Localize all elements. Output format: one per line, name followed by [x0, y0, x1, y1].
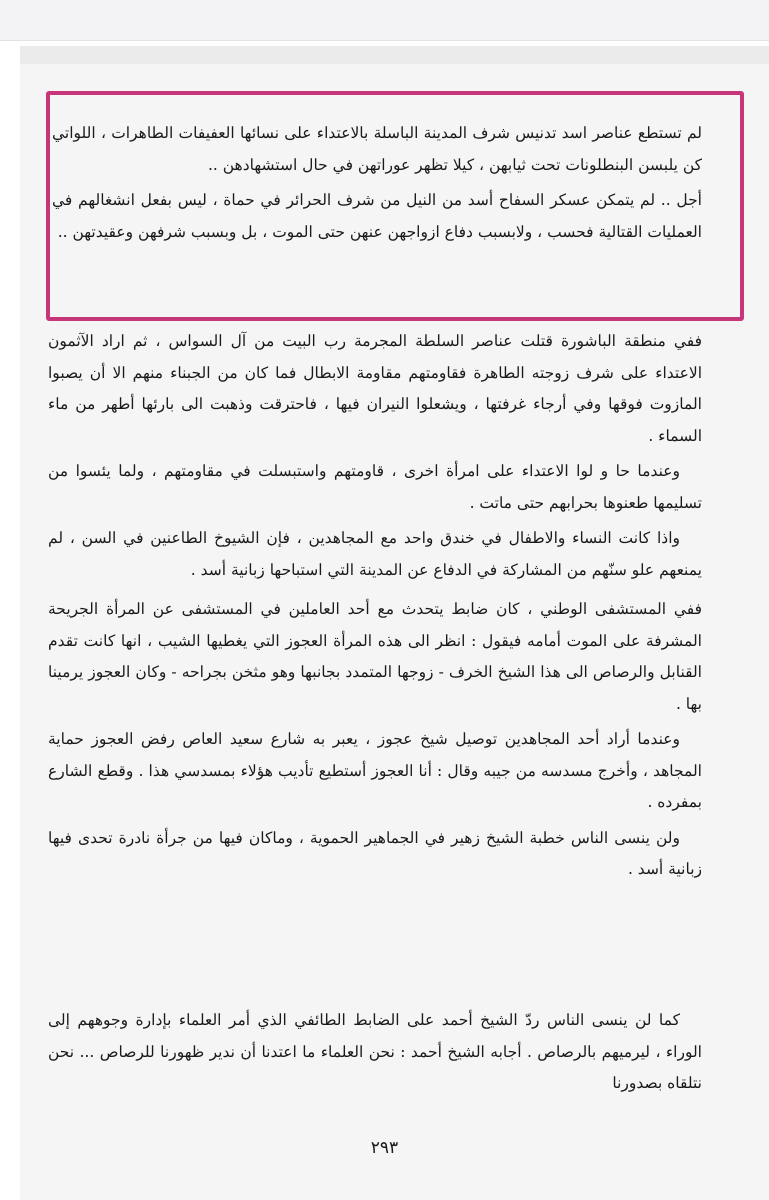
viewer-top-bar [0, 0, 769, 41]
body-paragraph: ففي المستشفى الوطني ، كان ضابط يتحدث مع أحد العاملين في المستشفى عن المرأة الجريحة المشرفة على الموت أمامه فيقول : انظر الى هذه المرأة العجوز التي يغطيها الشيب ، انها كانت تقدم القنابل والرصاص الى هذا الشيخ الخرف - زوجها المتمدد بجانبها وهو مثخن بجراحه - وكان العجوز يرمينا بها . [48, 600, 702, 713]
body-paragraph: واذا كانت النساء والاطفال في خندق واحد مع المجاهدين ، فإن الشيوخ الطاعنين في السن ، لم يمنعهم علو سنّهم من المشاركة في الدفاع عن المدينة التي استباحها زبانية أسد . [48, 529, 702, 579]
body-paragraph: وعندما حا و لوا الاعتداء على امرأة اخرى ، قاومتهم واستبسلت في مقاومتهم ، ولما يئسوا من تسليمها طعنوها بحرابهم حتى ماتت . [48, 462, 702, 512]
body-text-block [48, 326, 702, 890]
body-paragraph: ففي منطقة الباشورة قتلت عناصر السلطة المجرمة رب البيت من آل السواس ، ثم اراد الآثمون الاعتداء على شرف زوجته الطاهرة فقاومتهم مقاومة الابطال فما كان من الجبناء منهم الا أن يصبوا المازوت فوقها وفي أرجاء غرفتها ، ويشعلوا النيران فيها ، فاحترقت وذهبت الى بارئها أطهر من ماء السماء . [48, 332, 702, 445]
highlighted-paragraph-1: لم تستطع عناصر اسد تدنيس شرف المدينة الباسلة بالاعتداء على نسائها العفيفات الطاهرات ، اللواتي كن يلبسن البنطلونات تحت ثيابهن ، كيلا تظهر عوراتهن في حال استشهادهن .. [52, 124, 702, 174]
highlighted-text-block [52, 118, 702, 252]
page-number: ٢٩٣ [370, 1138, 399, 1158]
final-text-block [48, 1005, 702, 1104]
body-paragraph: ولن ينسى الناس خطبة الشيخ زهير في الجماهير الحموية ، وماكان فيها من جرأة نادرة تحدى فيها زبانية أسد . [48, 828, 702, 878]
body-paragraph: وعندما أراد أحد المجاهدين توصيل شيخ عجوز ، يعبر به شارع سعيد العاص رفض العجوز حماية المجاهد ، وأخرج مسدسه من جيبه وقال : أنا العجوز أستطيع تأديب هؤلاء بمسدسي هذا . وقطع الشارع بمفرده . [48, 730, 702, 811]
final-paragraph: كما لن ينسى الناس ردّ الشيخ أحمد على الضابط الطائفي الذي أمر العلماء بإدارة وجوههم إلى الوراء ، ليرميهم بالرصاص . أجابه الشيخ أحمد : نحن العلماء ما اعتدنا أن ندير ظهورنا للرصاص ... نحن نتلقاه بصدورنا [48, 1011, 702, 1092]
highlighted-paragraph-2: أجل .. لم يتمكن عسكر السفاح أسد من النيل من شرف الحرائر في حماة ، ليس بفعل انشغالهم في العمليات القتالية فحسب ، ولابسبب دفاع ازواجهن عنهن حتى الموت ، بل وبسبب شرفهن وعقيدتهن .. [52, 191, 702, 241]
page-header-band [20, 46, 769, 64]
